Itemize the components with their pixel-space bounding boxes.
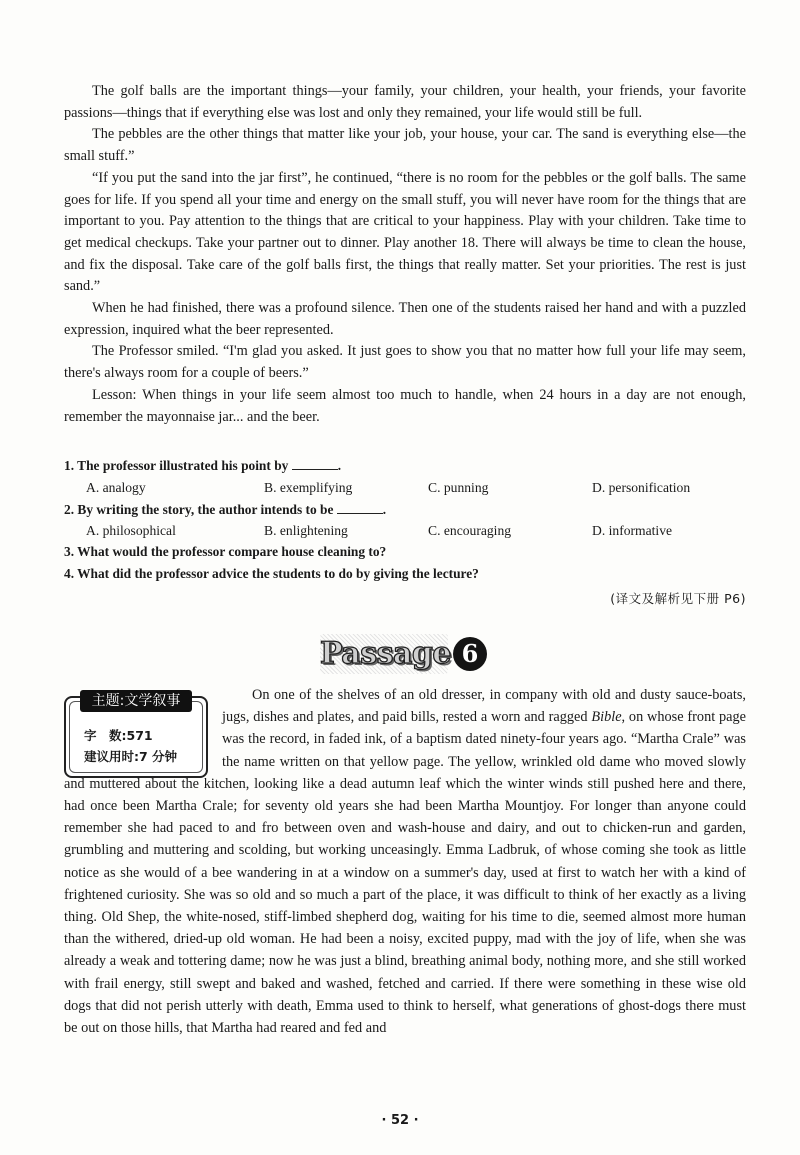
page-number: · 52 · bbox=[381, 1113, 419, 1128]
question-stem: 2. By writing the story, the author intends to be bbox=[64, 502, 334, 517]
paragraph: “If you put the sand into the jar first”, he continued, “there is no room for the pebbles or the golf balls. The same goes for life. If you spend all your time and energy on the small stuff, you will never have room for the things that are important to you. Pay attention to the things that are critical to your happiness. Play with your children. Take time to get medical checkups. Take your partner out to dinner. Play another 18. There will always be time to clean the house, and fix the disposal. Take care of the golf balls first, the things that really matter. Set your priorities. The rest is just sand.” bbox=[64, 169, 746, 295]
question-2-options bbox=[86, 523, 726, 543]
answer-reference-note: (译文及解析见下册 P6) bbox=[610, 591, 746, 606]
option-c[interactable]: C. punning bbox=[428, 480, 489, 495]
story-text-start: On one of the shelves of an old dresser, in company with old and dusty sauce-boats, jugs, dishes and plates, and paid bills, rested a worn and ragged bbox=[222, 687, 746, 726]
option-c[interactable]: C. encouraging bbox=[428, 523, 512, 538]
passage-banner bbox=[320, 634, 488, 678]
paragraph: The pebbles are the other things that matter like your job, your house, your car. The sand is everything else—the small stuff.” bbox=[64, 126, 746, 165]
suggested-time: 建议用时:7 分钟 bbox=[84, 749, 178, 764]
option-d[interactable]: D. personification bbox=[592, 480, 691, 495]
bible-title: Bible bbox=[591, 709, 622, 726]
paragraph: The golf balls are the important things—your family, your children, your health, your friends, your favorite passions—things that if everything else was lost and only they remained, your life would still be full. bbox=[64, 83, 746, 121]
option-a[interactable]: A. philosophical bbox=[86, 523, 176, 538]
question-end: . bbox=[382, 502, 387, 517]
option-b[interactable]: B. exemplifying bbox=[264, 480, 353, 495]
story-text-rest: , on whose front page was the record, in faded ink, of a baptism dated ninety-four years ago. “Martha Crale” was the name written on that yellow page. The yellow, wrinkled old dame who moved slowly and muttered about the kitchen, looking like a dead autumn leaf which the winter winds still pushed here and there, had once been Martha Crale; for seventy old years she had been Martha Mountjoy. For longer than anyone could remember she had paced to and fro between oven and wash-house and dairy, and out to chicken-run and garden, grumbling and muttering and scolding, but working unceasingly. Emma Ladbruk, of whose coming she took as little notice as she would of a bee wandering in at a window on a summer's day, used at first to watch her with a kind of frightened curiosity. She was so old and so much a part of the place, it was difficult to think of her exactly as a living thing. Old Shep, the white-nosed, stiff-limbed shepherd dog, waiting for his time to die, seemed almost more human than the withered, dried-up old woman. He had been a noisy, excited puppy, mad with the joy of life, when she was already a weak and tottering dame; now he was just a blind, breathing animal body, nothing more, and she still worked with frail energy, still swept and baked and washed, fetched and carried. If there were something in these wise old dogs that did not perish utterly with death, Emma used to think to herself, what generations of ghost-dogs there must be out on those hills, that Martha had reared and fed and bbox=[64, 709, 746, 1037]
question-2 bbox=[64, 501, 754, 518]
paragraph: The Professor smiled. “I'm glad you asked. It just goes to show you that no matter how full your life may seem, there's always room for a couple of beers.” bbox=[64, 343, 746, 382]
passage-6-text bbox=[64, 684, 746, 1039]
passage-banner-title: Passage bbox=[320, 634, 448, 674]
paragraph: When he had finished, there was a profound silence. Then one of the students raised her hand and with a puzzled expression, inquired what the beer represented. bbox=[64, 300, 746, 338]
answer-blank[interactable] bbox=[337, 501, 383, 514]
question-stem: 4. What did the professor advice the students to do by giving the lecture? bbox=[64, 566, 479, 581]
question-stem: 1. The professor illustrated his point by bbox=[64, 458, 289, 473]
question-1-options bbox=[86, 480, 726, 500]
question-4 bbox=[64, 566, 754, 582]
topic-title: 主题:文学叙事 bbox=[80, 690, 192, 712]
question-1 bbox=[64, 457, 754, 474]
option-a[interactable]: A. analogy bbox=[86, 480, 146, 495]
word-count: 字 数:571 bbox=[84, 728, 153, 743]
passage-5-text bbox=[64, 81, 746, 428]
paragraph: Lesson: When things in your life seem almost too much to handle, when 24 hours in a day are not enough, remember the mayonnaise jar... and the beer. bbox=[64, 386, 746, 425]
question-end: . bbox=[337, 458, 342, 473]
option-d[interactable]: D. informative bbox=[592, 523, 673, 538]
question-stem: 3. What would the professor compare house cleaning to? bbox=[64, 544, 387, 559]
question-3 bbox=[64, 544, 754, 560]
answer-blank[interactable] bbox=[292, 457, 338, 470]
passage-number-badge: 6 bbox=[453, 637, 487, 671]
option-b[interactable]: B. enlightening bbox=[264, 523, 348, 538]
